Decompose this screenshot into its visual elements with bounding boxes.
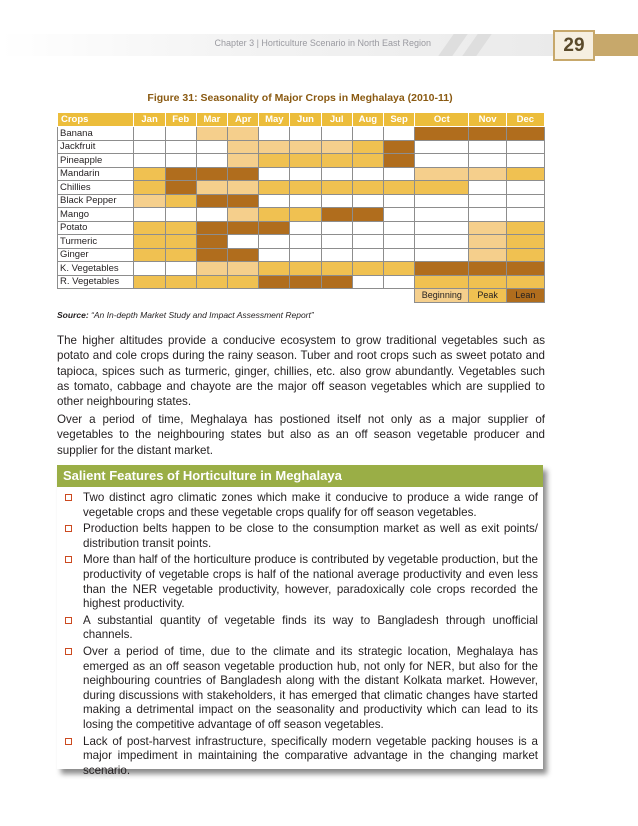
paragraph: The higher altitudes provide a conducive ecosystem to grow traditional vegetables such as potato and cole crops during the rainy season. Tuber and root crops such as sweet potato and tapioca, spices such as turmeric, ginger, chillies, etc. also grow abundantly. Vegetables such as tomato, cabbage and chayote are the major off season vegetables which are supplied to other neighbouring states.	[57, 334, 545, 409]
figure-source	[57, 310, 314, 320]
season-cell	[352, 262, 383, 276]
season-cell	[469, 140, 506, 154]
season-cell	[383, 167, 414, 181]
season-cell	[321, 221, 352, 235]
season-cell	[469, 167, 506, 181]
season-cell	[196, 262, 227, 276]
square-bullet-icon	[65, 525, 72, 532]
season-cell	[196, 127, 227, 141]
table-header-row	[58, 113, 545, 127]
season-cell	[196, 221, 227, 235]
season-cell	[259, 262, 290, 276]
season-cell	[259, 235, 290, 249]
legend-spacer	[259, 289, 290, 303]
list-item-text: More than half of the horticulture produce is contributed by vegetable production, but the productivity of vegetable crops is half of the national average productivity and even less than the NER vegetable productivity, however, paradoxically cole crops recorded the highest productivity.	[83, 553, 538, 611]
month-header: Jul	[321, 113, 352, 127]
season-cell	[352, 235, 383, 249]
legend-spacer	[321, 289, 352, 303]
table-row	[58, 208, 545, 222]
season-cell	[506, 127, 544, 141]
season-cell	[259, 208, 290, 222]
page-tab	[595, 34, 638, 56]
season-cell	[415, 154, 469, 168]
season-cell	[352, 208, 383, 222]
season-cell	[134, 221, 165, 235]
legend-spacer	[383, 289, 414, 303]
season-cell	[165, 194, 196, 208]
crops-column-header: Crops	[58, 113, 134, 127]
season-cell	[321, 248, 352, 262]
season-cell	[506, 262, 544, 276]
season-cell	[290, 194, 321, 208]
crop-name: Turmeric	[58, 235, 134, 249]
table-row	[58, 127, 545, 141]
season-cell	[321, 181, 352, 195]
table-row	[58, 248, 545, 262]
season-cell	[228, 127, 259, 141]
season-cell	[290, 262, 321, 276]
season-cell	[165, 208, 196, 222]
season-cell	[290, 181, 321, 195]
square-bullet-icon	[65, 494, 72, 501]
season-cell	[415, 127, 469, 141]
list-item-text: Lack of post-harvest infrastructure, specifically modern vegetable packing houses is a major impediment in maintaining the comparative advantage in the changing market scenario.	[83, 734, 538, 777]
season-cell	[165, 248, 196, 262]
legend-row	[58, 289, 545, 303]
crop-name: Black Pepper	[58, 194, 134, 208]
legend-spacer	[134, 289, 165, 303]
season-cell	[469, 248, 506, 262]
table-row	[58, 221, 545, 235]
table-row	[58, 140, 545, 154]
month-header: Feb	[165, 113, 196, 127]
season-cell	[228, 181, 259, 195]
season-cell	[165, 181, 196, 195]
season-cell	[506, 194, 544, 208]
legend-peak: Peak	[469, 289, 506, 303]
season-cell	[228, 154, 259, 168]
season-cell	[259, 167, 290, 181]
season-cell	[165, 140, 196, 154]
season-cell	[321, 154, 352, 168]
month-header: Aug	[352, 113, 383, 127]
source-text: “An In-depth Market Study and Impact Assessment Report”	[91, 310, 314, 320]
season-cell	[383, 208, 414, 222]
season-cell	[196, 275, 227, 289]
list-item	[63, 553, 538, 611]
season-cell	[228, 275, 259, 289]
box-title: Salient Features of Horticulture in Meghalaya	[57, 465, 543, 487]
season-cell	[415, 235, 469, 249]
season-cell	[415, 208, 469, 222]
season-cell	[383, 194, 414, 208]
season-cell	[134, 127, 165, 141]
season-cell	[134, 262, 165, 276]
list-item	[63, 614, 538, 643]
legend-spacer	[58, 289, 134, 303]
legend-spacer	[352, 289, 383, 303]
season-cell	[415, 140, 469, 154]
season-cell	[506, 235, 544, 249]
month-header: Apr	[228, 113, 259, 127]
table-row	[58, 167, 545, 181]
season-cell	[196, 208, 227, 222]
season-cell	[469, 235, 506, 249]
season-cell	[506, 154, 544, 168]
page-number: 29	[553, 30, 595, 61]
season-cell	[506, 140, 544, 154]
legend-beginning: Beginning	[415, 289, 469, 303]
season-cell	[134, 167, 165, 181]
list-item-text: Two distinct agro climatic zones which make it conducive to produce a wide range of vegetable crops and these vegetable crops qualify for off season vegetables.	[83, 491, 538, 519]
square-bullet-icon	[65, 556, 72, 563]
season-cell	[321, 262, 352, 276]
season-cell	[134, 208, 165, 222]
season-cell	[165, 235, 196, 249]
season-cell	[352, 248, 383, 262]
season-cell	[383, 181, 414, 195]
season-cell	[352, 127, 383, 141]
season-cell	[228, 235, 259, 249]
season-cell	[259, 248, 290, 262]
list-item-text: A substantial quantity of vegetable finds its way to Bangladesh through unofficial channels.	[83, 613, 538, 642]
season-cell	[165, 221, 196, 235]
month-header: Sep	[383, 113, 414, 127]
season-cell	[506, 221, 544, 235]
season-cell	[259, 194, 290, 208]
season-cell	[134, 154, 165, 168]
season-cell	[228, 194, 259, 208]
season-cell	[321, 127, 352, 141]
season-cell	[352, 167, 383, 181]
salient-features-box	[57, 465, 543, 777]
table-row	[58, 275, 545, 289]
season-cell	[469, 208, 506, 222]
crop-name: Banana	[58, 127, 134, 141]
crop-name: Pineapple	[58, 154, 134, 168]
season-cell	[290, 167, 321, 181]
list-item	[63, 645, 538, 733]
list-item-text: Over a period of time, due to the climate and its strategic location, Meghalaya has emerged as an off season vegetable production hub, not only for NER, but also for the neighbouring countries of Bangladesh along with the distant Kolkata market. However, during discussions with stakeholders, it has emerged that climatic changes have started making a detrimental impact on the seasonality and productivity which can lead to its losing the competitive advantage of off season vegetables.	[83, 644, 538, 731]
season-cell	[165, 275, 196, 289]
season-cell	[352, 275, 383, 289]
crop-name: Chillies	[58, 181, 134, 195]
season-cell	[165, 262, 196, 276]
season-cell	[228, 167, 259, 181]
month-header: Jun	[290, 113, 321, 127]
season-cell	[290, 248, 321, 262]
season-cell	[259, 140, 290, 154]
chapter-header: Chapter 3 | Horticulture Scenario in North East Region	[214, 38, 431, 48]
season-cell	[352, 154, 383, 168]
season-cell	[506, 208, 544, 222]
season-cell	[415, 167, 469, 181]
season-cell	[165, 154, 196, 168]
month-header: Oct	[415, 113, 469, 127]
crop-name: Ginger	[58, 248, 134, 262]
season-cell	[506, 167, 544, 181]
season-cell	[415, 181, 469, 195]
square-bullet-icon	[65, 738, 72, 745]
paragraph: Over a period of time, Meghalaya has postioned itself not only as a major supplier of vegetables to the neighbouring states but also as an off season vegetable producer and supplier for the distant market.	[57, 413, 545, 457]
season-cell	[134, 275, 165, 289]
season-cell	[469, 194, 506, 208]
season-cell	[259, 275, 290, 289]
season-cell	[352, 140, 383, 154]
season-cell	[352, 181, 383, 195]
season-cell	[352, 194, 383, 208]
list-item	[63, 522, 538, 551]
crop-name: Potato	[58, 221, 134, 235]
season-cell	[506, 248, 544, 262]
season-cell	[228, 248, 259, 262]
season-cell	[134, 248, 165, 262]
season-cell	[259, 221, 290, 235]
season-cell	[290, 235, 321, 249]
list-item	[63, 735, 538, 779]
season-cell	[228, 208, 259, 222]
feature-list	[63, 491, 538, 780]
season-cell	[321, 275, 352, 289]
source-label: Source:	[57, 310, 89, 320]
month-header: Nov	[469, 113, 506, 127]
season-cell	[469, 262, 506, 276]
season-cell	[259, 154, 290, 168]
season-cell	[196, 235, 227, 249]
list-item-text: Production belts happen to be close to the consumption market as well as exit points/ distribution transit points.	[83, 522, 538, 550]
month-header: Mar	[196, 113, 227, 127]
season-cell	[469, 181, 506, 195]
season-cell	[321, 140, 352, 154]
season-cell	[469, 275, 506, 289]
season-cell	[196, 154, 227, 168]
table-row	[58, 181, 545, 195]
legend-spacer	[165, 289, 196, 303]
season-cell	[134, 140, 165, 154]
seasonality-table	[57, 112, 545, 303]
month-header: Dec	[506, 113, 544, 127]
season-cell	[134, 181, 165, 195]
crop-name: K. Vegetables	[58, 262, 134, 276]
season-cell	[290, 275, 321, 289]
season-cell	[290, 208, 321, 222]
legend-spacer	[290, 289, 321, 303]
season-cell	[469, 154, 506, 168]
month-header: May	[259, 113, 290, 127]
season-cell	[383, 154, 414, 168]
season-cell	[383, 140, 414, 154]
season-cell	[259, 127, 290, 141]
crop-name: Jackfruit	[58, 140, 134, 154]
crop-name: Mandarin	[58, 167, 134, 181]
season-cell	[196, 167, 227, 181]
season-cell	[290, 154, 321, 168]
season-cell	[321, 194, 352, 208]
season-cell	[383, 221, 414, 235]
season-cell	[259, 181, 290, 195]
season-cell	[321, 235, 352, 249]
season-cell	[383, 127, 414, 141]
legend-spacer	[228, 289, 259, 303]
list-item	[63, 491, 538, 520]
season-cell	[228, 140, 259, 154]
figure-title: Figure 31: Seasonality of Major Crops in Meghalaya (2010-11)	[147, 92, 453, 104]
season-cell	[321, 208, 352, 222]
month-header: Jan	[134, 113, 165, 127]
season-cell	[383, 275, 414, 289]
legend-spacer	[196, 289, 227, 303]
crop-name: R. Vegetables	[58, 275, 134, 289]
table-row	[58, 154, 545, 168]
season-cell	[165, 167, 196, 181]
season-cell	[506, 275, 544, 289]
season-cell	[134, 235, 165, 249]
season-cell	[469, 221, 506, 235]
season-cell	[228, 262, 259, 276]
table-row	[58, 194, 545, 208]
season-cell	[196, 181, 227, 195]
table-row	[58, 262, 545, 276]
legend-lean: Lean	[506, 289, 544, 303]
season-cell	[290, 221, 321, 235]
season-cell	[321, 167, 352, 181]
season-cell	[415, 194, 469, 208]
square-bullet-icon	[65, 648, 72, 655]
season-cell	[352, 221, 383, 235]
season-cell	[134, 194, 165, 208]
season-cell	[196, 248, 227, 262]
season-cell	[506, 181, 544, 195]
season-cell	[469, 127, 506, 141]
crop-name: Mango	[58, 208, 134, 222]
season-cell	[196, 194, 227, 208]
season-cell	[383, 262, 414, 276]
season-cell	[383, 235, 414, 249]
season-cell	[383, 248, 414, 262]
table-body	[58, 127, 545, 303]
season-cell	[228, 221, 259, 235]
season-cell	[415, 221, 469, 235]
season-cell	[290, 127, 321, 141]
season-cell	[415, 262, 469, 276]
season-cell	[196, 140, 227, 154]
season-cell	[165, 127, 196, 141]
table-row	[58, 235, 545, 249]
season-cell	[415, 275, 469, 289]
season-cell	[415, 248, 469, 262]
square-bullet-icon	[65, 617, 72, 624]
season-cell	[290, 140, 321, 154]
